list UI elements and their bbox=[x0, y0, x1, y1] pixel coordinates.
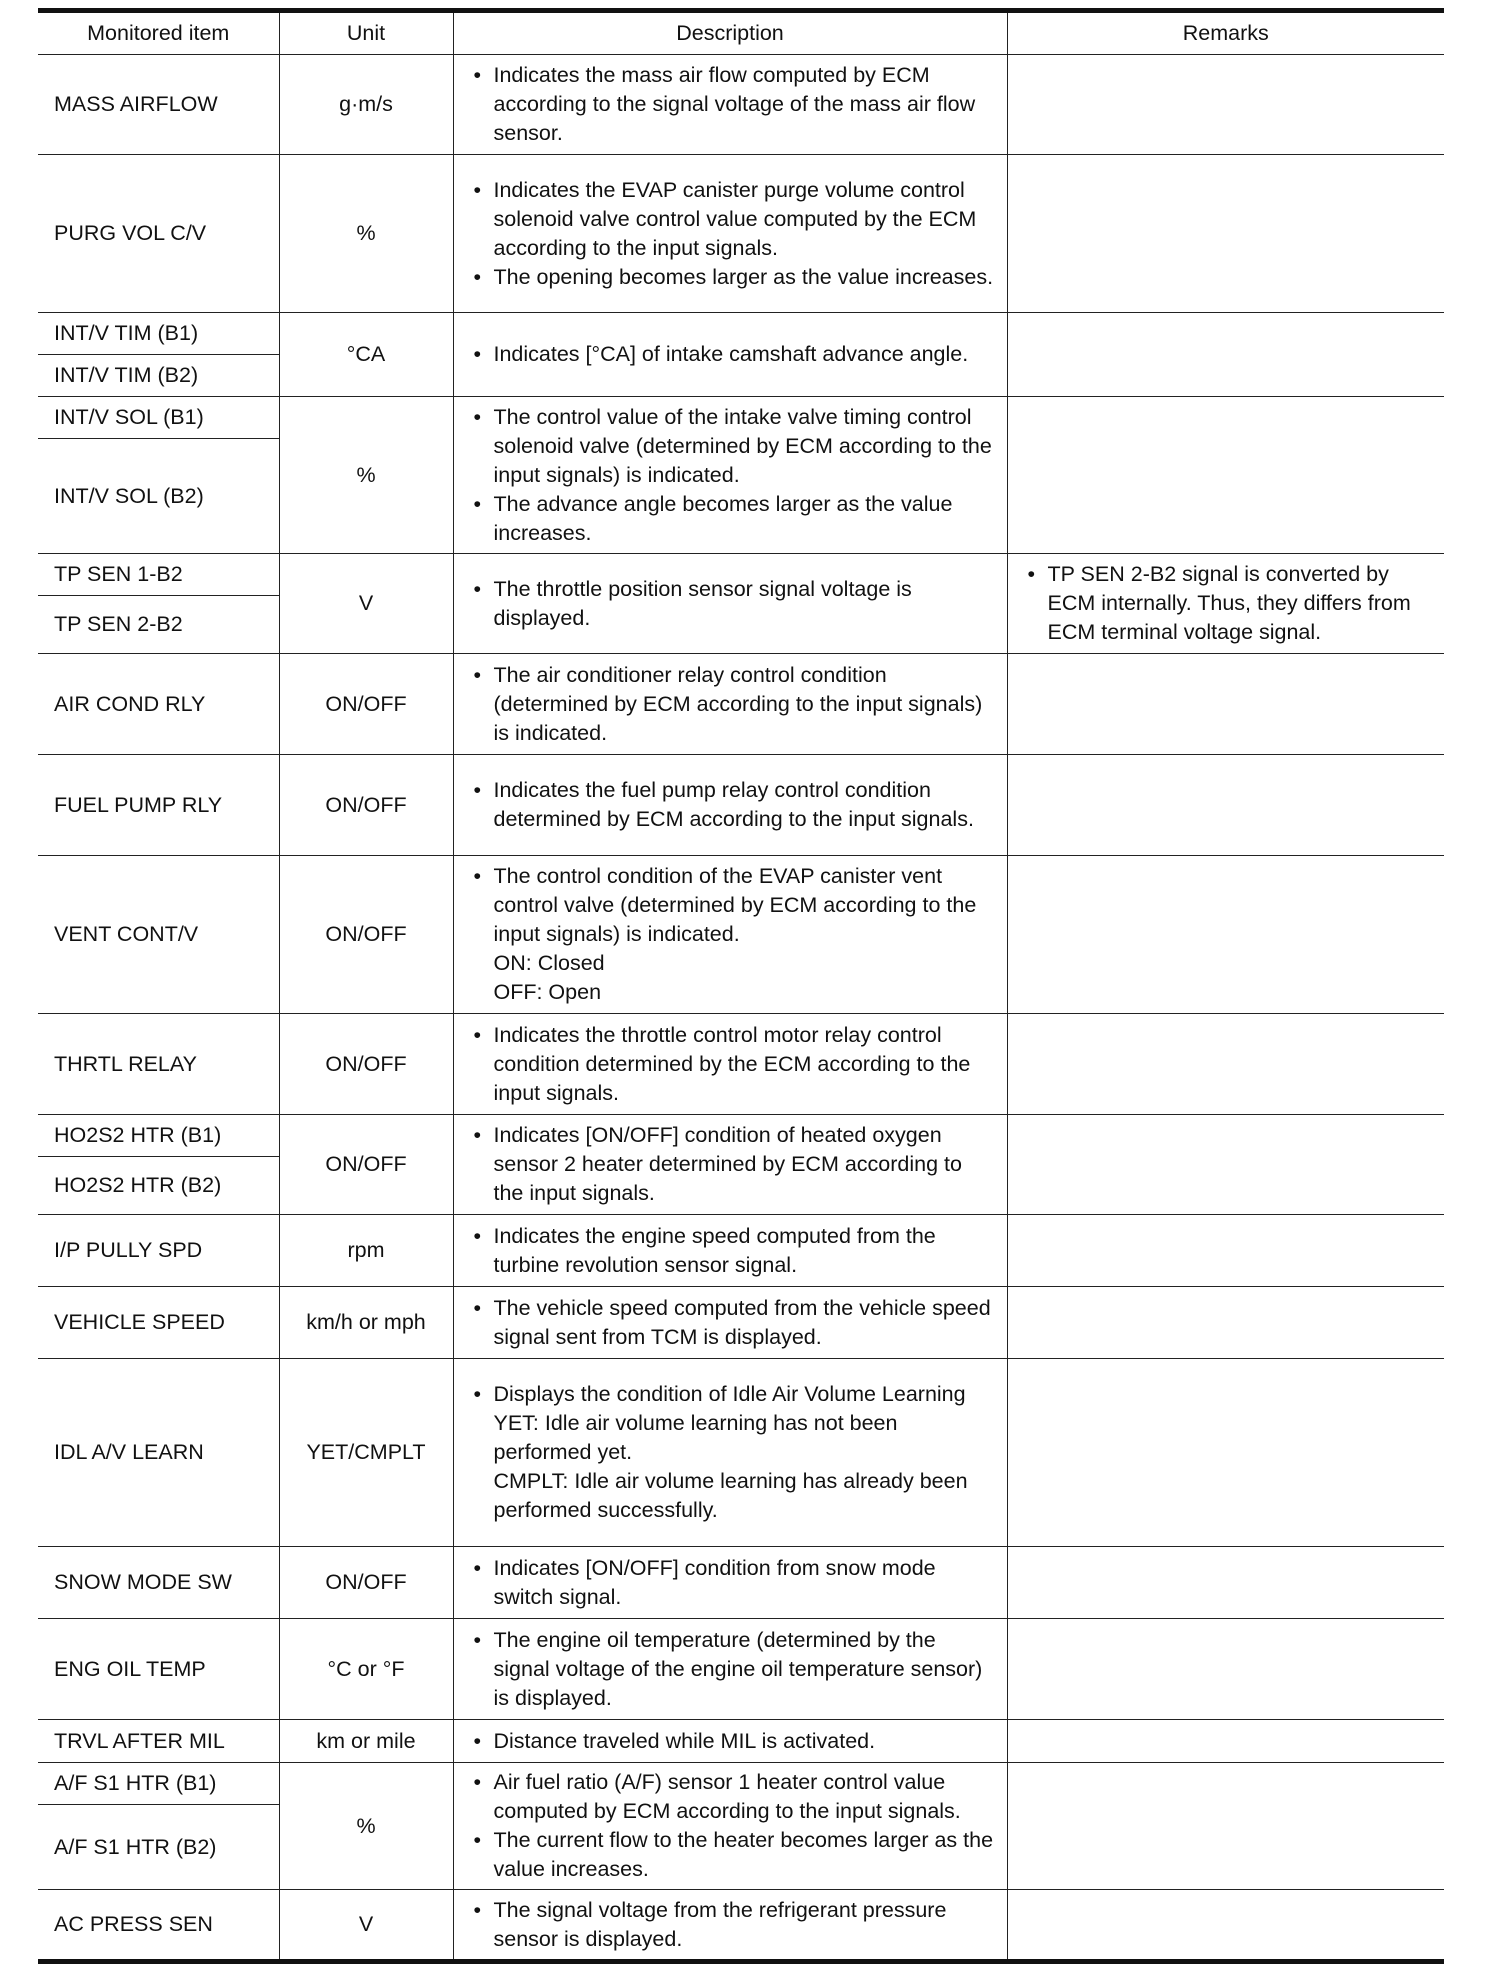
unit: ON/OFF bbox=[279, 856, 453, 1014]
remarks bbox=[1007, 1287, 1444, 1359]
description bbox=[453, 155, 1007, 313]
monitored-item: PURG VOL C/V bbox=[38, 155, 279, 313]
description-value-line: YET: Idle air volume learning has not been performed yet. bbox=[493, 1411, 898, 1464]
monitor-items-table bbox=[38, 8, 1444, 1964]
description-text: The vehicle speed computed from the vehicle speed signal sent from TCM is displayed. bbox=[493, 1295, 991, 1349]
monitored-item: SNOW MODE SW bbox=[38, 1547, 279, 1619]
table-row bbox=[38, 1547, 1444, 1619]
monitored-item: A/F S1 HTR (B2) bbox=[38, 1805, 279, 1890]
monitored-item: INT/V SOL (B1) bbox=[38, 397, 279, 439]
unit: °C or °F bbox=[279, 1619, 453, 1720]
monitored-item: ENG OIL TEMP bbox=[38, 1619, 279, 1720]
monitored-item: IDL A/V LEARN bbox=[38, 1359, 279, 1547]
unit: ON/OFF bbox=[279, 1115, 453, 1215]
description-text: Air fuel ratio (A/F) sensor 1 heater control value computed by ECM according to the input signals. bbox=[493, 1770, 961, 1823]
remarks bbox=[1007, 755, 1444, 856]
remarks bbox=[1007, 1890, 1444, 1962]
description-bullet bbox=[494, 1554, 997, 1612]
description-text: Indicates the engine speed computed from the turbine revolution sensor signal. bbox=[493, 1223, 936, 1277]
table-row bbox=[38, 755, 1444, 856]
remarks bbox=[1007, 1215, 1444, 1287]
description bbox=[453, 1359, 1007, 1547]
description-bullet bbox=[494, 1380, 997, 1525]
monitored-item: AC PRESS SEN bbox=[38, 1890, 279, 1962]
description-bullet bbox=[494, 776, 997, 834]
unit: V bbox=[279, 554, 453, 654]
description-bullet bbox=[494, 61, 997, 148]
monitored-item: VEHICLE SPEED bbox=[38, 1287, 279, 1359]
description-bullet bbox=[494, 1826, 997, 1884]
description-bullet bbox=[494, 176, 997, 263]
unit: ON/OFF bbox=[279, 755, 453, 856]
description-bullet bbox=[494, 1768, 997, 1826]
table-row bbox=[38, 1359, 1444, 1547]
description-bullet bbox=[494, 490, 997, 548]
table-row bbox=[38, 397, 1444, 439]
description-bullet bbox=[494, 661, 997, 748]
description-bullet bbox=[494, 340, 997, 369]
description bbox=[453, 313, 1007, 397]
unit: ON/OFF bbox=[279, 1547, 453, 1619]
unit: % bbox=[279, 397, 453, 554]
remarks bbox=[1007, 1763, 1444, 1890]
description bbox=[453, 1014, 1007, 1115]
description-bullet bbox=[494, 575, 997, 633]
description-value-line: OFF: Open bbox=[493, 980, 602, 1004]
unit: km or mile bbox=[279, 1720, 453, 1763]
table-row bbox=[38, 1720, 1444, 1763]
remarks bbox=[1007, 856, 1444, 1014]
description-text: The air conditioner relay control condition (determined by ECM according to the input signals) is indicated. bbox=[493, 662, 983, 745]
remarks bbox=[1007, 1547, 1444, 1619]
description-text: Indicates the EVAP canister purge volume control solenoid valve control value computed by the ECM according to the input signals. bbox=[493, 177, 977, 260]
monitored-item: TP SEN 2-B2 bbox=[38, 596, 279, 654]
monitored-item: HO2S2 HTR (B2) bbox=[38, 1157, 279, 1215]
header-remarks: Remarks bbox=[1007, 11, 1444, 55]
remarks-bullet: • TP SEN 2-B2 signal is converted by ECM internally. Thus, they differs from ECM terminal voltage signal. bbox=[1048, 560, 1435, 647]
description-bullet bbox=[494, 1626, 997, 1713]
description-text: Displays the condition of Idle Air Volume Learning bbox=[493, 1382, 966, 1406]
description bbox=[453, 1547, 1007, 1619]
remarks bbox=[1007, 1014, 1444, 1115]
unit: % bbox=[279, 155, 453, 313]
description-text: The signal voltage from the refrigerant pressure sensor is displayed. bbox=[493, 1897, 947, 1951]
remarks bbox=[1007, 55, 1444, 155]
table-row bbox=[38, 1115, 1444, 1157]
unit: °CA bbox=[279, 313, 453, 397]
description bbox=[453, 554, 1007, 654]
header-description: Description bbox=[453, 11, 1007, 55]
description-bullet bbox=[494, 1294, 997, 1352]
description-bullet bbox=[494, 1021, 997, 1108]
monitored-item: INT/V TIM (B2) bbox=[38, 355, 279, 397]
monitored-item: TP SEN 1-B2 bbox=[38, 554, 279, 596]
description-bullet bbox=[494, 403, 997, 490]
description bbox=[453, 1115, 1007, 1215]
remarks bbox=[1007, 654, 1444, 755]
description-text: The throttle position sensor signal voltage is displayed. bbox=[493, 576, 912, 630]
table-row bbox=[38, 1763, 1444, 1805]
unit: km/h or mph bbox=[279, 1287, 453, 1359]
description-bullet bbox=[494, 1222, 997, 1280]
table-row bbox=[38, 1890, 1444, 1962]
table-row bbox=[38, 654, 1444, 755]
description-text: Indicates [ON/OFF] condition of heated oxygen sensor 2 heater determined by ECM according to the input signals. bbox=[493, 1123, 962, 1205]
remarks bbox=[1007, 313, 1444, 397]
header-monitored-item: Monitored item bbox=[38, 11, 279, 55]
description bbox=[453, 1215, 1007, 1287]
table-row bbox=[38, 554, 1444, 596]
monitored-item: INT/V SOL (B2) bbox=[38, 439, 279, 554]
unit: % bbox=[279, 1763, 453, 1890]
table-row bbox=[38, 1619, 1444, 1720]
description-text: Indicates the fuel pump relay control condition determined by ECM according to the input signals. bbox=[493, 778, 974, 831]
description-value-line: CMPLT: Idle air volume learning has already been performed successfully. bbox=[493, 1469, 968, 1522]
monitored-item: I/P PULLY SPD bbox=[38, 1215, 279, 1287]
remarks bbox=[1007, 1720, 1444, 1763]
remarks bbox=[1007, 1115, 1444, 1215]
unit: ON/OFF bbox=[279, 654, 453, 755]
description bbox=[453, 1890, 1007, 1962]
monitored-item: VENT CONT/V bbox=[38, 856, 279, 1014]
description-value-line: ON: Closed bbox=[493, 951, 605, 975]
description-text: Indicates [ON/OFF] condition from snow mode switch signal. bbox=[493, 1555, 936, 1609]
description-bullet bbox=[494, 1727, 997, 1756]
table-row bbox=[38, 1215, 1444, 1287]
description bbox=[453, 1619, 1007, 1720]
header-unit: Unit bbox=[279, 11, 453, 55]
table-row bbox=[38, 1014, 1444, 1115]
remarks bbox=[1007, 554, 1444, 654]
description-bullet bbox=[494, 1121, 997, 1208]
remarks bbox=[1007, 397, 1444, 554]
description-text: The opening becomes larger as the value increases. bbox=[493, 264, 994, 289]
table-row bbox=[38, 856, 1444, 1014]
description-text: The current flow to the heater becomes larger as the value increases. bbox=[493, 1828, 994, 1881]
description-text: The engine oil temperature (determined by the signal voltage of the engine oil temperature sensor) is displayed. bbox=[493, 1627, 983, 1710]
description bbox=[453, 1763, 1007, 1890]
table-row bbox=[38, 1287, 1444, 1359]
unit: YET/CMPLT bbox=[279, 1359, 453, 1547]
description-text: The advance angle becomes larger as the value increases. bbox=[493, 491, 953, 545]
monitored-item: A/F S1 HTR (B1) bbox=[38, 1763, 279, 1805]
table-row bbox=[38, 155, 1444, 313]
description-text: The control value of the intake valve timing control solenoid valve (determined by ECM according to the input signals) is indicated. bbox=[493, 404, 992, 487]
table-row bbox=[38, 55, 1444, 155]
description bbox=[453, 1720, 1007, 1763]
description-bullet bbox=[494, 1896, 997, 1954]
monitored-item: HO2S2 HTR (B1) bbox=[38, 1115, 279, 1157]
monitored-item: AIR COND RLY bbox=[38, 654, 279, 755]
table-row bbox=[38, 313, 1444, 355]
remarks bbox=[1007, 155, 1444, 313]
description bbox=[453, 856, 1007, 1014]
monitored-item: INT/V TIM (B1) bbox=[38, 313, 279, 355]
description-text: The control condition of the EVAP canister vent control valve (determined by ECM according to the input signals) is indicated. bbox=[493, 864, 977, 946]
unit: V bbox=[279, 1890, 453, 1962]
description bbox=[453, 397, 1007, 554]
remarks bbox=[1007, 1619, 1444, 1720]
monitored-item: THRTL RELAY bbox=[38, 1014, 279, 1115]
unit: ON/OFF bbox=[279, 1014, 453, 1115]
description bbox=[453, 1287, 1007, 1359]
monitored-item: MASS AIRFLOW bbox=[38, 55, 279, 155]
monitored-item: TRVL AFTER MIL bbox=[38, 1720, 279, 1763]
description-text: Distance traveled while MIL is activated. bbox=[493, 1728, 876, 1753]
description-text: Indicates the mass air flow computed by ECM according to the signal voltage of the mass air flow sensor. bbox=[493, 63, 976, 145]
description-bullet bbox=[494, 263, 997, 292]
unit: g·m/s bbox=[279, 55, 453, 155]
description bbox=[453, 755, 1007, 856]
unit: rpm bbox=[279, 1215, 453, 1287]
table-header-row bbox=[38, 11, 1444, 55]
remarks bbox=[1007, 1359, 1444, 1547]
description bbox=[453, 654, 1007, 755]
description-bullet bbox=[494, 862, 997, 1007]
table-body bbox=[38, 55, 1444, 1962]
description bbox=[453, 55, 1007, 155]
description-text: Indicates the throttle control motor relay control condition determined by the ECM according to the input signals. bbox=[493, 1022, 971, 1105]
description-text: Indicates [°CA] of intake camshaft advance angle. bbox=[493, 342, 969, 366]
monitored-item: FUEL PUMP RLY bbox=[38, 755, 279, 856]
